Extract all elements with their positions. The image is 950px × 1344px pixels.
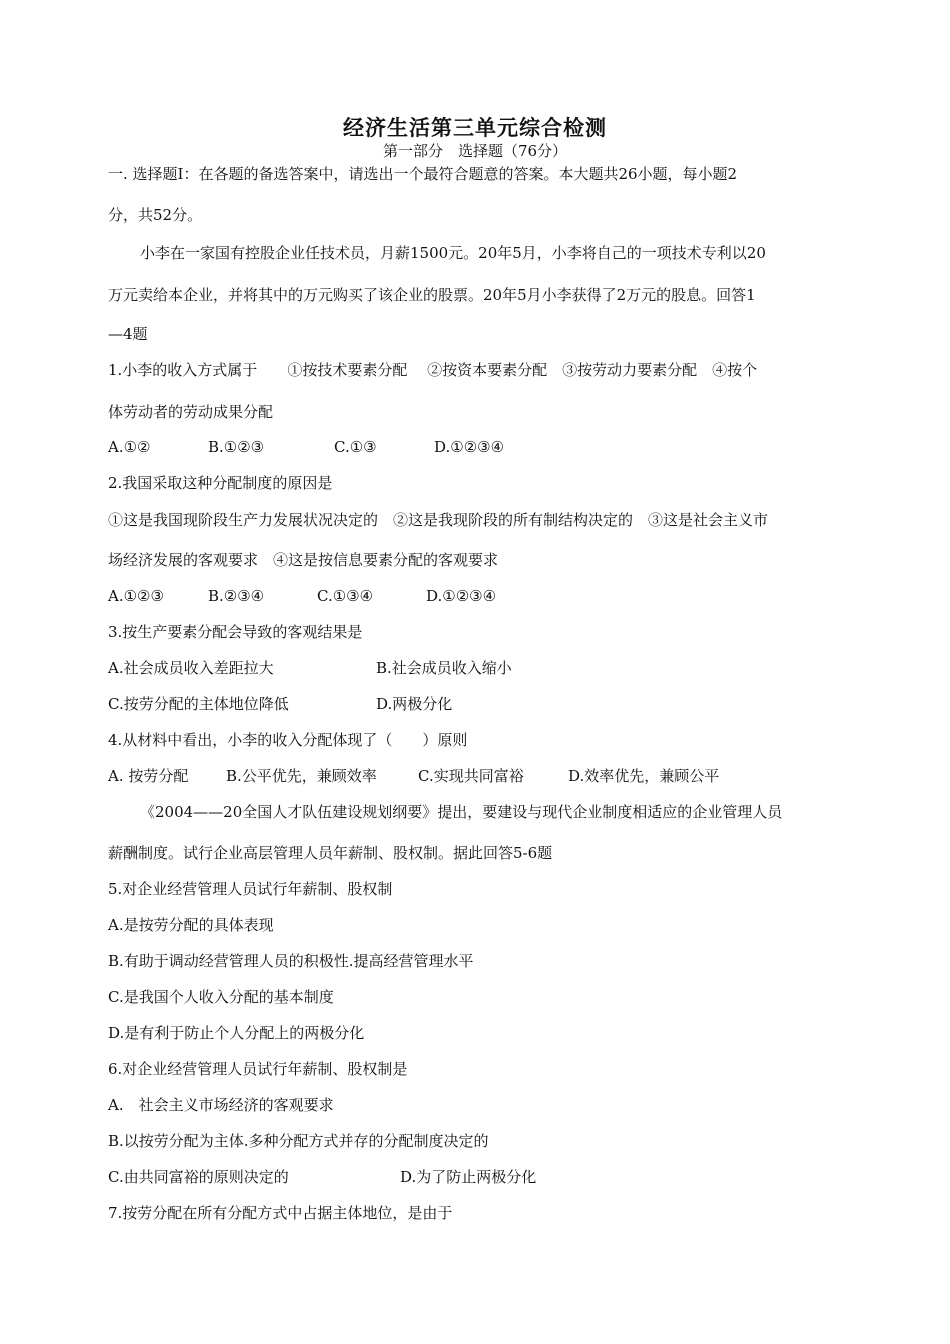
- question-5-stem: 5.对企业经营管理人员试行年薪制、股权制: [108, 880, 393, 898]
- question-1-line-1: 1.小李的收入方式属于 ①按技术要素分配 ②按资本要素分配 ③按劳动力要素分配 ④按个: [108, 361, 758, 379]
- q4-option-b: B.公平优先，兼顾效率: [226, 767, 377, 785]
- question-2-line-1: ①这是我国现阶段生产力发展状况决定的 ②这是我现阶段的所有制结构决定的 ③这是社会主义市: [108, 511, 769, 529]
- q4-option-a: A. 按劳分配: [108, 767, 189, 785]
- q3-option-b: B.社会成员收入缩小: [376, 659, 512, 677]
- material-1-line-3: —4题: [108, 325, 148, 343]
- q1-option-d: D.①②③④: [434, 438, 505, 456]
- q3-option-a: A.社会成员收入差距拉大: [108, 659, 274, 677]
- q6-option-b: B.以按劳分配为主体.多种分配方式并存的分配制度决定的: [108, 1132, 489, 1150]
- question-3-stem: 3.按生产要素分配会导致的客观结果是: [108, 623, 363, 641]
- question-6-stem: 6.对企业经营管理人员试行年薪制、股权制是: [108, 1060, 408, 1078]
- q1-option-a: A.①②: [108, 438, 151, 456]
- q3-option-d: D.两极分化: [376, 695, 453, 713]
- q1-option-b: B.①②③: [208, 438, 265, 456]
- material-2-line-1: 《2004——20全国人才队伍建设规划纲要》提出，要建设与现代企业制度相适应的企业管理人员: [140, 803, 783, 821]
- q1-option-c: C.①③: [334, 438, 377, 456]
- q5-option-a: A.是按劳分配的具体表现: [108, 916, 274, 934]
- q6-option-c: C.由共同富裕的原则决定的: [108, 1168, 289, 1186]
- q2-option-a: A.①②③: [108, 587, 164, 605]
- question-2-line-2: 场经济发展的客观要求 ④这是按信息要素分配的客观要求: [108, 551, 499, 569]
- q4-option-d: D.效率优先，兼顾公平: [568, 767, 720, 785]
- q2-option-c: C.①③④: [317, 587, 374, 605]
- section-subtitle: 第一部分 选择题（76分）: [382, 142, 568, 160]
- material-1-line-1: 小李在一家国有控股企业任技术员，月薪1500元。20年5月，小李将自己的一项技术专利以20: [140, 244, 766, 262]
- q4-option-c: C.实现共同富裕: [418, 767, 524, 785]
- q5-option-b: B.有助于调动经营管理人员的积极性.提高经营管理水平: [108, 952, 474, 970]
- document-title: 经济生活第三单元综合检测: [343, 115, 607, 140]
- instruction-line-1: 一. 选择题Ⅰ：在各题的备选答案中，请选出一个最符合题意的答案。本大题共26小题，每小题2: [108, 165, 738, 183]
- q5-option-c: C.是我国个人收入分配的基本制度: [108, 988, 334, 1006]
- material-2-line-2: 薪酬制度。试行企业高层管理人员年薪制、股权制。据此回答5-6题: [108, 844, 553, 862]
- question-7-stem: 7.按劳分配在所有分配方式中占据主体地位，是由于: [108, 1204, 453, 1222]
- instruction-line-2: 分，共52分。: [108, 206, 203, 224]
- q6-option-d: D.为了防止两极分化: [400, 1168, 537, 1186]
- material-1-line-2: 万元卖给本企业，并将其中的万元购买了该企业的股票。20年5月小李获得了2万元的股息。回答1: [108, 286, 756, 304]
- question-4-stem: 4.从材料中看出，小李的收入分配体现了（ ）原则: [108, 731, 468, 749]
- q2-option-d: D.①②③④: [426, 587, 497, 605]
- question-1-line-2: 体劳动者的劳动成果分配: [108, 403, 274, 421]
- q6-option-a: A. 社会主义市场经济的客观要求: [108, 1096, 334, 1114]
- q2-option-b: B.②③④: [208, 587, 265, 605]
- q5-option-d: D.是有利于防止个人分配上的两极分化: [108, 1024, 365, 1042]
- question-2-stem: 2.我国采取这种分配制度的原因是: [108, 474, 333, 492]
- q3-option-c: C.按劳分配的主体地位降低: [108, 695, 289, 713]
